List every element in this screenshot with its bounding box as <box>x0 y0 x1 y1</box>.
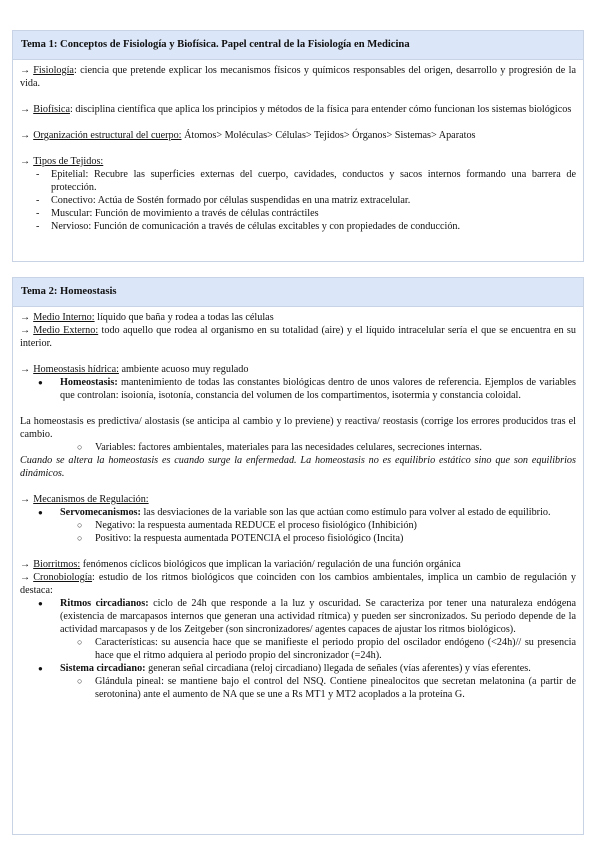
fisiologia-text: ciencia que pretende explicar los mecanismos físicos y químicos responsables del origen, desarrollo y progresión de la vida. <box>20 65 576 89</box>
homeostasis-hidrica-text: ambiente acuoso muy regulado <box>118 364 249 375</box>
homeostasis-hidrica-term: Homeostasis hídrica: <box>33 364 119 375</box>
servo-bullet <box>20 506 576 519</box>
tema1-title: Tema 1: Conceptos de Fisiología y Biofísica. Papel central de la Fisiología en Medicina <box>13 31 583 60</box>
medio-interno-paragraph <box>20 311 576 324</box>
servo-text: las desviaciones de la variable son las que actúan como estímulo para volver al estado de equilibrio. <box>140 507 551 518</box>
cronobiologia-text: : estudio de los ritmos biológicos que coinciden con los cambios ambientales, implica un cambio de regulación y destaca: <box>20 572 576 596</box>
sistema-term: Sistema circadiano: <box>60 663 146 674</box>
homeostasis-term: Homeostasis: <box>60 377 118 388</box>
negativo-item: ○ Negativo: la respuesta aumentada REDUCE el proceso fisiológico (Inhibición) <box>20 519 576 532</box>
biorritmos-term: Biorritmos: <box>33 559 81 570</box>
arrow-icon: → <box>20 130 31 141</box>
fisiologia-term: Fisiología <box>33 65 74 76</box>
biorritmos-paragraph <box>20 558 576 571</box>
caracteristicas-item: ○ Características: su ausencia hace que se manifieste el periodo propio del oscilador endógeno (<24h)// su presencia hace que el ritmo adquiera al periodo propio del sincronizador (=24h). <box>20 636 576 662</box>
tejido-muscular: - Muscular: Función de movimiento a través de células contráctiles <box>20 207 576 220</box>
sistema-bullet <box>20 662 576 675</box>
tema1-box <box>12 30 584 262</box>
italic-note: Cuando se altera la homeostasis es cuando surge la enfermedad. La homeostasis no es equilibrio estático sino que son equilibrios dinámicos. <box>20 455 576 479</box>
biofisica-term: Biofísica <box>33 104 70 115</box>
ritmos-term: Ritmos circadianos: <box>60 598 149 609</box>
medio-externo-paragraph <box>20 324 576 350</box>
fisiologia-paragraph: → Fisiología: ciencia que pretende explicar los mecanismos físicos y químicos responsables del origen, desarrollo y progresión de la vida. <box>20 65 576 89</box>
homeostasis-hidrica-paragraph <box>20 363 576 376</box>
arrow-icon: → <box>20 104 31 115</box>
arrow-icon: → <box>20 364 31 375</box>
arrow-icon: → <box>20 65 31 76</box>
tejido-epitelial: - Epitelial: Recubre las superficies externas del cuerpo, cavidades, conductos y sacos internos formando una barrera de protección. <box>20 168 576 194</box>
glandula-item: ○ Glándula pineal: se mantiene bajo el control del NSQ. Contiene pinealocitos que secretan melatonina (a partir de serotonina) ante el aumento de NA que se une a Rs MT1 y MT2 acoplados a la proteína G. <box>20 675 576 701</box>
medio-externo-term: Medio Externo: <box>33 325 99 336</box>
mecanismos-term: Mecanismos de Regulación: <box>33 494 149 505</box>
homeostasis-bullet <box>20 376 576 402</box>
biofisica-paragraph: → Biofísica: disciplina científica que aplica los principios y métodos de la física para entender cómo funcionan los sistemas biológicos <box>20 104 572 115</box>
cronobiologia-term: Cronobiología <box>33 572 93 583</box>
arrow-icon: → <box>20 325 31 336</box>
tejido-conectivo: - Conectivo: Actúa de Sostén formado por células suspendidas en una matriz extracelular. <box>20 194 576 207</box>
tema2-content <box>13 307 583 701</box>
biofisica-text: disciplina científica que aplica los principios y métodos de la física para entender cómo funcionan los sistemas biológicos <box>72 104 572 115</box>
cronobiologia-paragraph <box>20 571 576 597</box>
medio-interno-text: líquido que baña y rodea a todas las células <box>94 312 274 323</box>
positivo-item: ○ Positivo: la respuesta aumentada POTENCIA el proceso fisiológico (Incita) <box>20 532 576 545</box>
tema2-title: Tema 2: Homeostasis <box>13 278 583 307</box>
tema1-content <box>13 60 583 233</box>
tema2-box <box>12 277 584 835</box>
medio-externo-text: todo aquello que rodea al organismo en su totalidad (aire) y el líquido intracelular sería el que se encuentra en su interior. <box>20 325 576 349</box>
tipos-heading <box>20 155 576 168</box>
ritmos-bullet <box>20 597 576 636</box>
tejido-nervioso: - Nervioso: Función de comunicación a través de células excitables y con propiedades de conducción. <box>20 220 576 233</box>
medio-interno-term: Medio Interno: <box>33 312 95 323</box>
tipos-term: Tipos de Tejidos: <box>33 156 104 167</box>
arrow-icon: → <box>20 494 31 505</box>
variables-item: ○ Variables: factores ambientales, materiales para las necesidades celulares, secreciones internas. <box>20 441 576 454</box>
biorritmos-text: fenómenos cíclicos biológicos que implican la variación/ regulación de una función orgánica <box>80 559 461 570</box>
arrow-icon: → <box>20 312 31 323</box>
arrow-icon: → <box>20 572 31 583</box>
homeostasis-text: mantenimiento de todas las constantes biológicas dentro de unos valores de referencia. Ejemplos de variables que controlan: isoionía, isotonía, constancia del volumen de los compartimentos, isotermia y constancia coloidal. <box>60 377 576 401</box>
mecanismos-heading <box>20 493 576 506</box>
organizacion-text: Átomos> Moléculas> Células> Tejidos> Órganos> Sistemas> Aparatos <box>181 130 476 141</box>
predictiva-paragraph: La homeostasis es predictiva/ alostasis (se anticipa al cambio y lo previene) y reactiva/ reostasis (corrige los errores producidos tras el cambio. <box>20 416 576 440</box>
arrow-icon: → <box>20 156 31 167</box>
servo-term: Servomecanismos: <box>60 507 141 518</box>
ritmos-text: ciclo de 24h que responde a la luz y oscuridad. Se caracteriza por tener una naturaleza endógena (existencia de marcapasos internos que generan una actividad rítmica) y pueden ser sincronizados. Su periodo depende de la actividad marcapasos y de los Zeitgeber (son sincronizadores/ agentes capaces de ajustar los ritmos biológicos). <box>60 598 576 635</box>
sistema-text: generan señal circadiana (reloj circadiano) llegada de señales (vías aferentes) y vías eferentes. <box>145 663 531 674</box>
organizacion-paragraph <box>20 129 576 142</box>
organizacion-term: Organización estructural del cuerpo: <box>33 130 182 141</box>
arrow-icon: → <box>20 559 31 570</box>
